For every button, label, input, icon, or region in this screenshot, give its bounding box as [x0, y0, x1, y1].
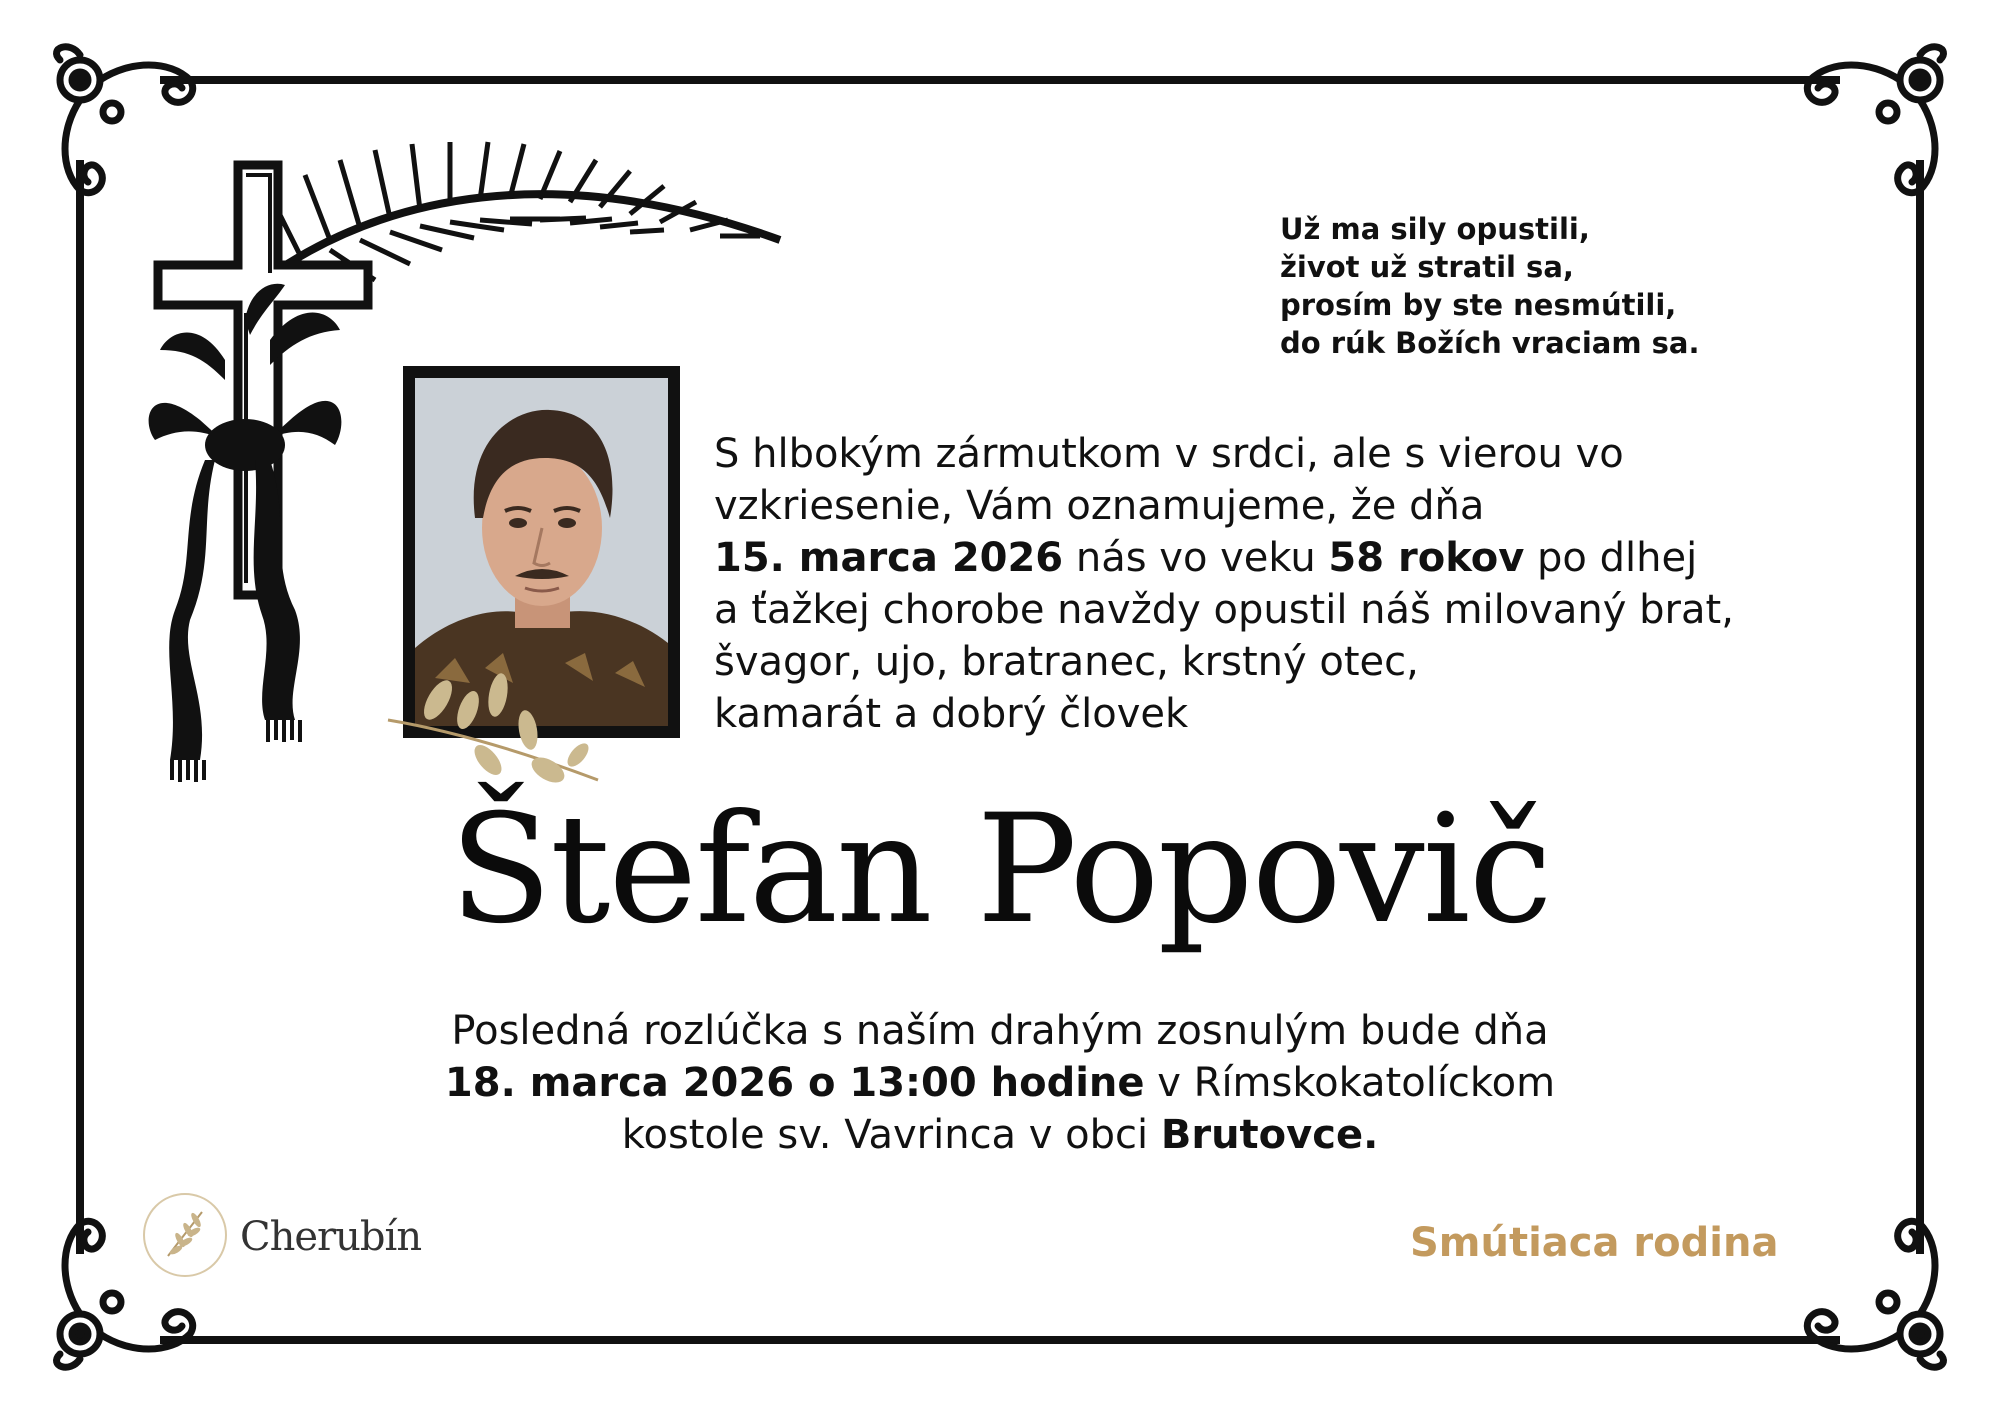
- logo-text: Cherubín: [240, 1214, 422, 1260]
- announcement-line: S hlbokým zármutkom v srdci, ale s vierou vo: [714, 431, 1624, 477]
- farewell-line: Posledná rozlúčka s naším drahým zosnulým bude dňa: [451, 1008, 1549, 1054]
- gold-leaf-branch-icon: [378, 670, 618, 790]
- poem-line: Už ma sily opustili,: [1280, 212, 1590, 246]
- announcement-line: vzkriesenie, Vám oznamujeme, že dňa: [714, 483, 1485, 529]
- laurel-circle-icon: [140, 1190, 230, 1280]
- deceased-name: Štefan Popovič: [449, 783, 1551, 957]
- poem-line: do rúk Božích vraciam sa.: [1280, 326, 1700, 360]
- announcement-line: a ťažkej chorobe navždy opustil náš milovaný brat,: [714, 587, 1734, 633]
- announcement-fragment: nás vo veku: [1063, 535, 1329, 581]
- announcement-fragment: po dlhej: [1524, 535, 1698, 581]
- announcement-line: kamarát a dobrý človek: [714, 691, 1189, 737]
- funeral-details: [300, 1005, 1700, 1161]
- memorial-poem: [1280, 210, 1840, 362]
- cherubin-logo: [140, 1190, 460, 1290]
- poem-line: prosím by ste nesmútili,: [1280, 288, 1677, 322]
- funeral-datetime: 18. marca 2026 o 13:00 hodine: [444, 1060, 1145, 1106]
- age: 58 rokov: [1328, 535, 1525, 581]
- farewell-line: [300, 1109, 1700, 1161]
- announcement-line: [714, 532, 1914, 584]
- farewell-fragment: v Rímskokatolíckom: [1144, 1060, 1556, 1106]
- funeral-place: Brutovce.: [1160, 1112, 1379, 1158]
- farewell-fragment: kostole sv. Vavrinca v obci: [621, 1112, 1161, 1158]
- announcement-line: švagor, ujo, bratranec, krstný otec,: [714, 639, 1419, 685]
- announcement-text: [714, 428, 1914, 740]
- poem-line: život už stratil sa,: [1280, 250, 1574, 284]
- death-date: 15. marca 2026: [714, 535, 1064, 581]
- signature: Smútiaca rodina: [1410, 1220, 1779, 1266]
- farewell-line: [300, 1057, 1700, 1109]
